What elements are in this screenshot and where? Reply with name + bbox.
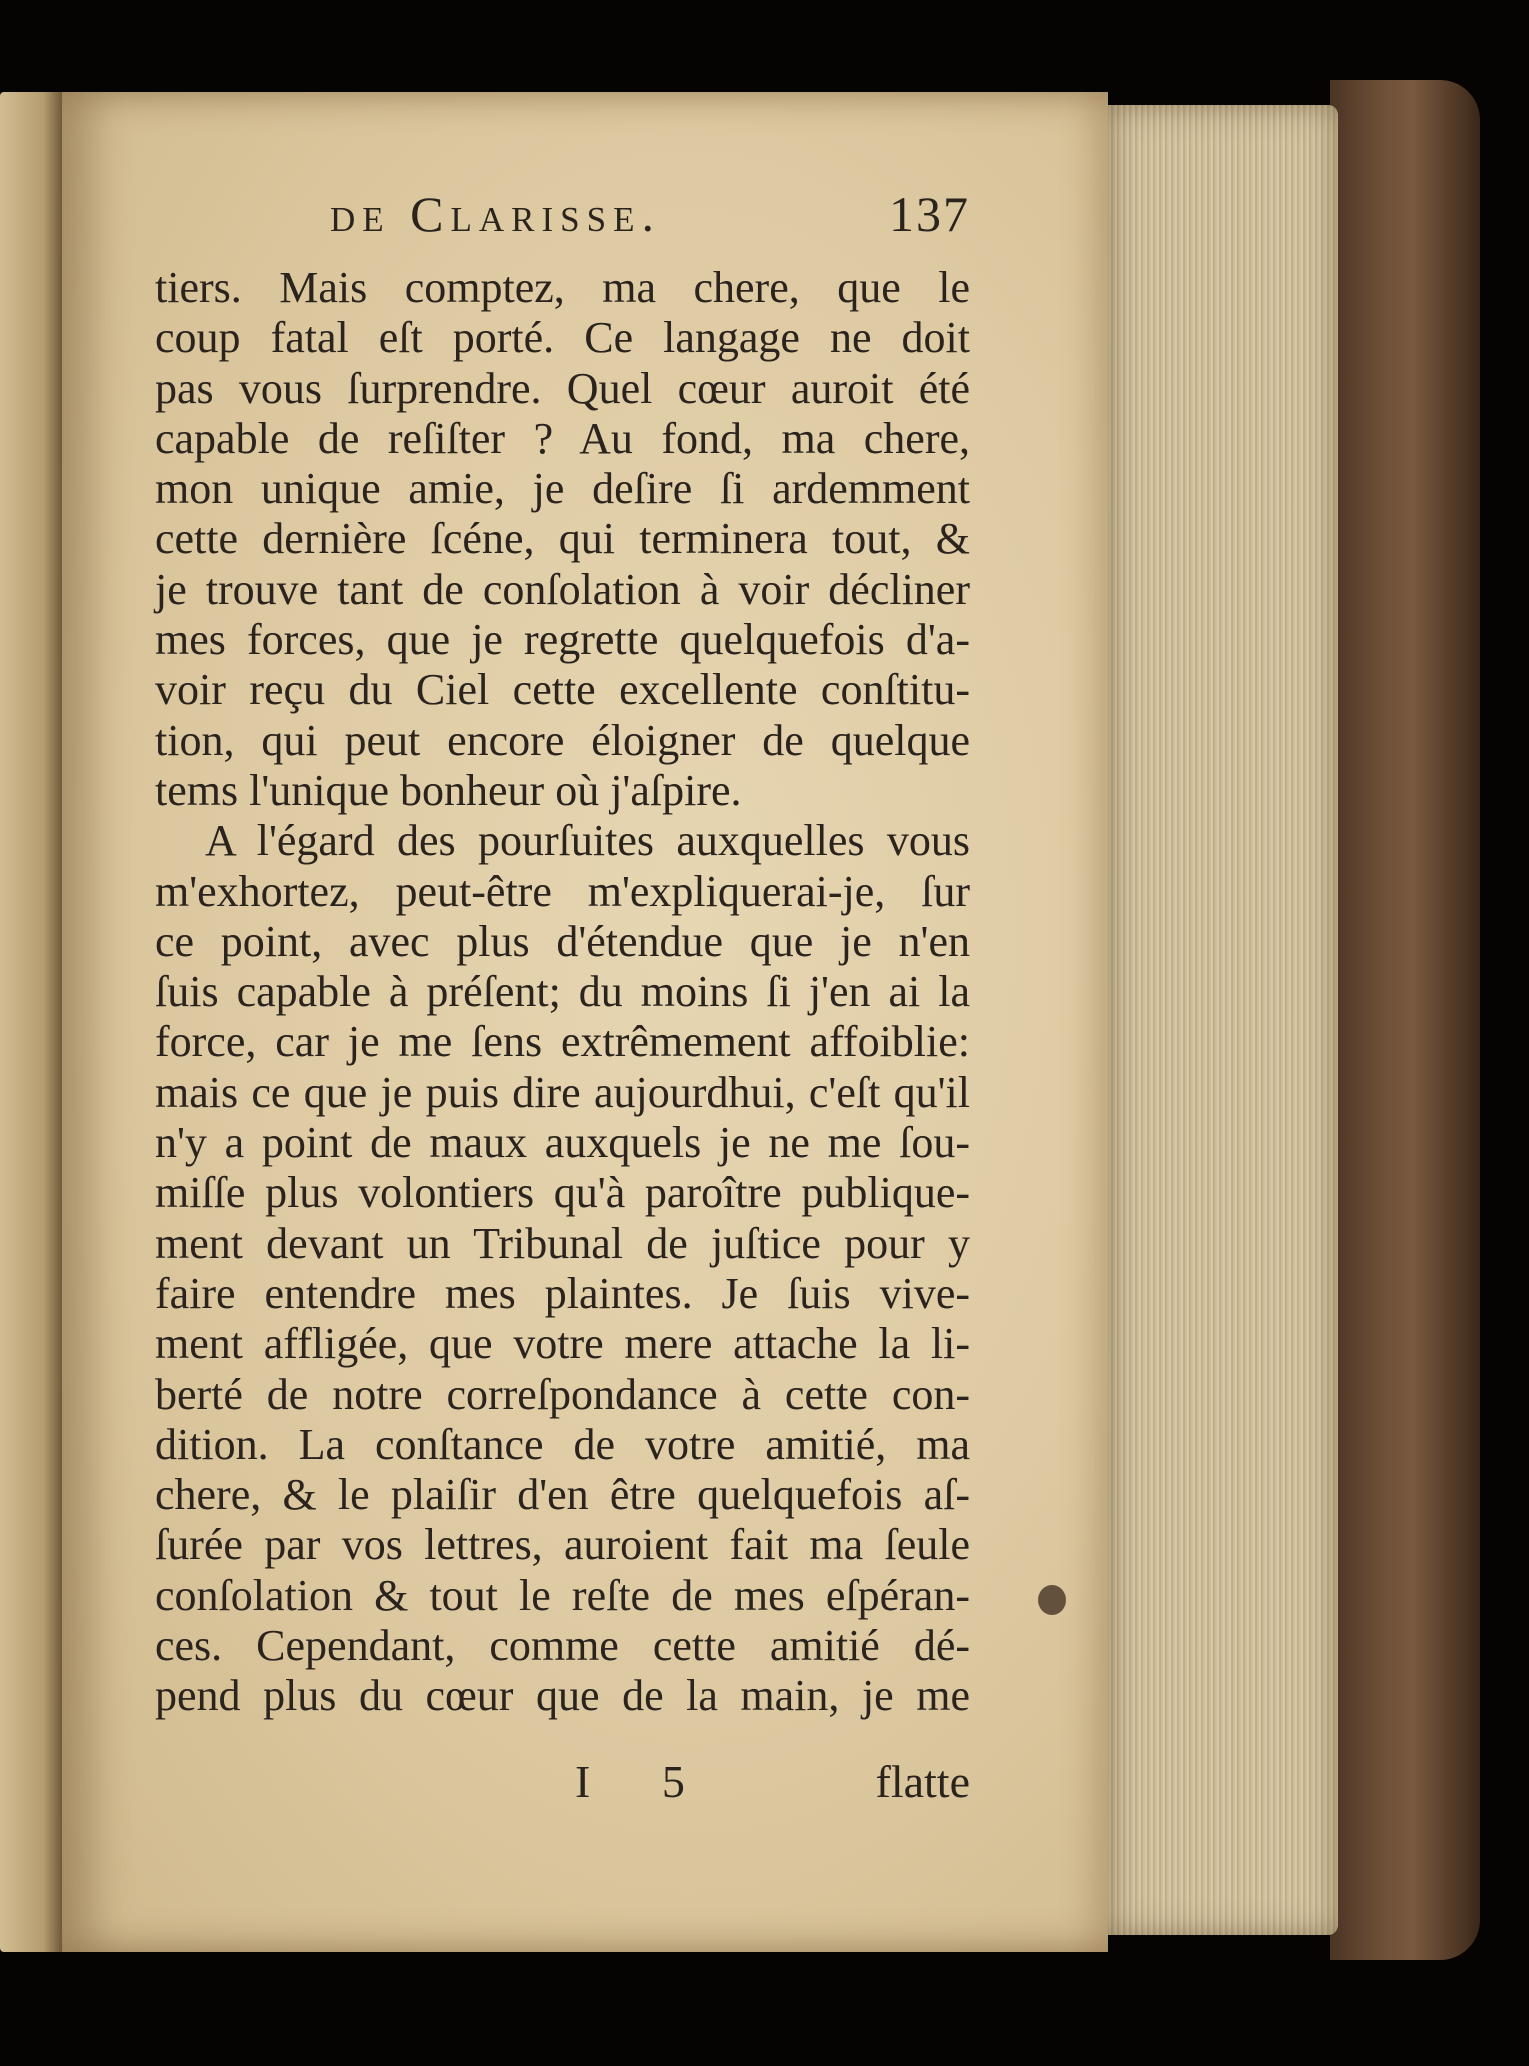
page-number: 137: [889, 186, 970, 242]
text-line: m'exhortez, peut-être m'expliquerai-je, ſur: [155, 866, 970, 916]
text-line: ſuis capable à préſent; du moins ſi j'en ai la: [155, 967, 970, 1017]
catchword: flatte: [875, 1756, 970, 1807]
text-line: ces. Cependant, comme cette amitié dé-: [155, 1621, 970, 1671]
page-header: [330, 185, 970, 245]
body-text: [155, 263, 970, 1722]
running-title: de Clarisse.: [330, 186, 661, 242]
text-line: conſolation & tout le reſte de mes eſpéran-: [155, 1570, 970, 1620]
text-line: tiers. Mais comptez, ma chere, que le: [155, 263, 970, 312]
text-line: tion, qui peut encore éloigner de quelque: [155, 715, 970, 765]
text-line: miſſe plus volontiers qu'à paroître publique-: [155, 1168, 970, 1218]
text-line: mais ce que je puis dire aujourdhui, c'eſt qu'il: [155, 1067, 970, 1117]
text-line: ſurée par vos lettres, auroient fait ma ſeule: [155, 1520, 970, 1570]
text-line: dition. La conſtance de votre amitié, ma: [155, 1419, 970, 1469]
text-line: chere, & le plaiſir d'en être quelquefois aſ-: [155, 1470, 970, 1520]
text-line: coup fatal eſt porté. Ce langage ne doit: [155, 313, 970, 363]
paragraph-end-line: tems l'unique bonheur où j'aſpire.: [155, 765, 742, 815]
text-line: cette dernière ſcéne, qui terminera tout, &: [155, 514, 970, 564]
text-line: ment devant un Tribunal de juſtice pour y: [155, 1218, 970, 1268]
page-footer: [575, 1755, 970, 1815]
signature-mark: I 5: [575, 1756, 715, 1807]
text-line: capable de reſiſter ? Au fond, ma chere,: [155, 413, 970, 463]
cover-wear-mark: [1038, 1585, 1066, 1615]
text-line: force, car je me ſens extrêmement affoiblie:: [155, 1017, 970, 1067]
page-edges: [1108, 105, 1338, 1935]
previous-page-edge: [0, 92, 62, 1952]
text-line: berté de notre correſpondance à cette con-: [155, 1369, 970, 1419]
text-line: pas vous ſurprendre. Quel cœur auroit été: [155, 363, 970, 413]
paragraph-start-line: A l'égard des pourſuites auxquelles vous: [205, 816, 970, 866]
text-line: mes forces, que je regrette quelquefois d'a-: [155, 615, 970, 665]
text-line: pend plus du cœur que de la main, je me: [155, 1671, 970, 1721]
text-line: ce point, avec plus d'étendue que je n'en: [155, 916, 970, 966]
text-line: faire entendre mes plaintes. Je ſuis vive-: [155, 1268, 970, 1318]
text-line: voir reçu du Ciel cette excellente conſtitu-: [155, 665, 970, 715]
leather-cover: [1330, 80, 1480, 1960]
text-line: n'y a point de maux auxquels je ne me ſou-: [155, 1118, 970, 1168]
text-line: ment affligée, que votre mere attache la li-: [155, 1319, 970, 1369]
text-line: mon unique amie, je deſire ſi ardemment: [155, 464, 970, 514]
text-line: je trouve tant de conſolation à voir décliner: [155, 564, 970, 614]
